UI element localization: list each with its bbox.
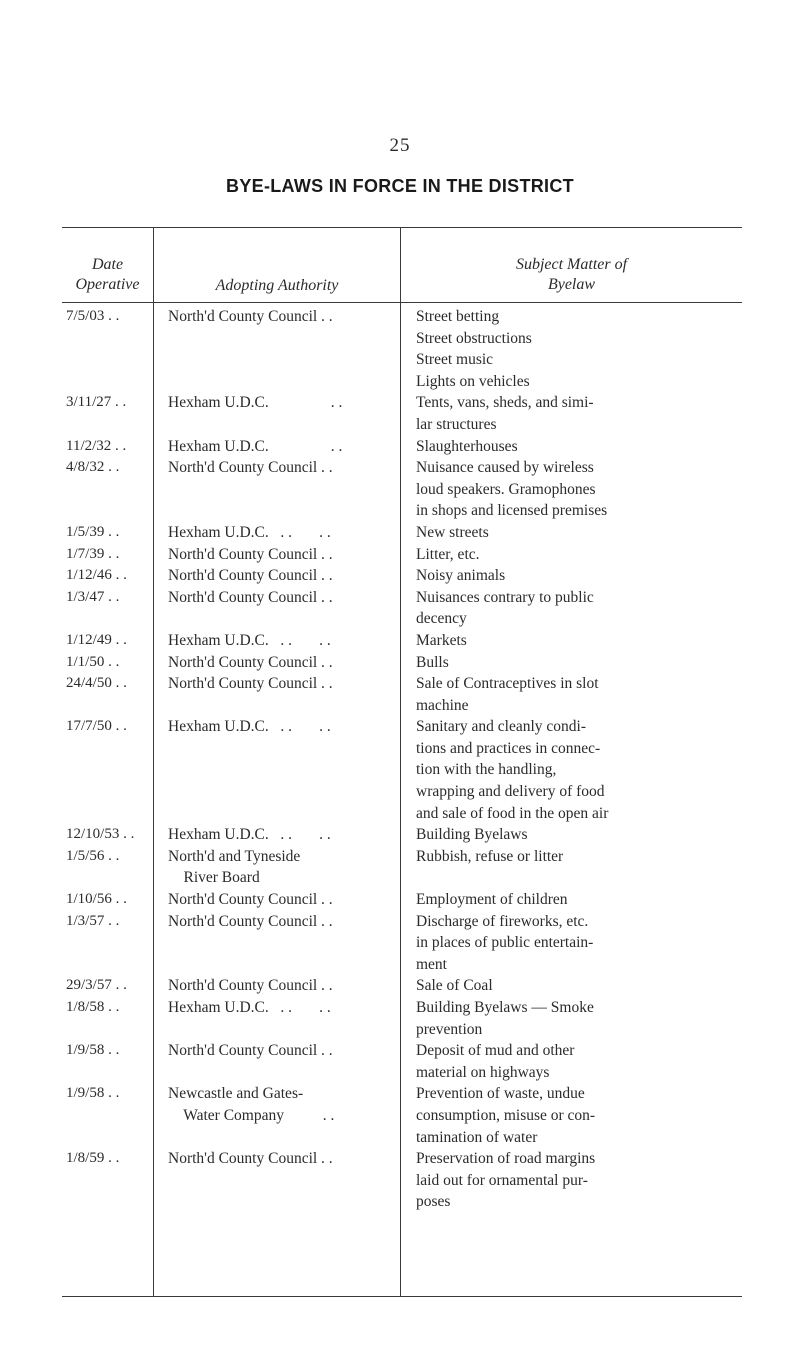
date-operative-cell: 3/11/27 . . bbox=[66, 394, 127, 411]
subject-line: tamination of water bbox=[416, 1128, 538, 1146]
subject-line: Sale of Coal bbox=[416, 977, 493, 995]
authority-line: North'd County Council . . bbox=[168, 1042, 333, 1060]
adopting-authority-cell bbox=[153, 630, 400, 652]
header-authority-line-1: Adopting Authority bbox=[215, 277, 339, 294]
date-operative-cell: 1/3/47 . . bbox=[66, 588, 120, 605]
date-operative-cell: 1/9/58 . . bbox=[66, 1042, 120, 1059]
subject-line: Building Byelaws — Smoke bbox=[416, 999, 594, 1016]
date-operative-cell: 1/1/50 . . bbox=[66, 653, 120, 670]
date-operative-cell: 1/8/58 . . bbox=[66, 999, 120, 1015]
subject-matter-cell bbox=[400, 457, 742, 522]
adopting-authority-cell bbox=[153, 522, 400, 544]
header-subject-line-2: Byelaw bbox=[547, 276, 596, 293]
table-row bbox=[62, 630, 742, 652]
authority-line: North'd County Council . . bbox=[168, 459, 333, 477]
adopting-authority-cell bbox=[153, 889, 400, 911]
page-number: 25 bbox=[389, 135, 411, 156]
adopting-authority-cell bbox=[153, 436, 400, 458]
subject-matter-cell bbox=[400, 630, 742, 652]
subject-line: Building Byelaws bbox=[416, 826, 528, 844]
header-adopting-authority bbox=[154, 276, 400, 296]
subject-line: lar structures bbox=[416, 415, 497, 433]
subject-matter-cell bbox=[400, 652, 742, 674]
header-subject-line-1: Subject Matter of bbox=[515, 256, 628, 273]
authority-line: Hexham U.D.C. . . . . bbox=[168, 826, 331, 844]
subject-line: Street betting bbox=[416, 308, 500, 325]
subject-line: machine bbox=[416, 696, 469, 714]
date-operative-cell: 1/8/59 . . bbox=[66, 1150, 120, 1167]
authority-line: North'd County Council . . bbox=[168, 308, 333, 325]
subject-line: tions and practices in connec- bbox=[416, 739, 601, 757]
subject-line: Bulls bbox=[416, 653, 449, 671]
subject-line: Litter, etc. bbox=[416, 545, 480, 563]
authority-line: North'd County Council . . bbox=[168, 912, 333, 930]
table-row bbox=[62, 587, 742, 630]
subject-matter-cell bbox=[400, 1040, 742, 1083]
authority-line: Water Company . . bbox=[168, 1106, 335, 1124]
subject-line: consumption, misuse or con- bbox=[416, 1106, 596, 1124]
table-row bbox=[62, 522, 742, 544]
subject-matter-cell bbox=[400, 846, 742, 889]
byelaw-table-body bbox=[62, 306, 742, 1213]
authority-line: Hexham U.D.C. . . bbox=[168, 394, 343, 412]
authority-line: Hexham U.D.C. . . bbox=[168, 437, 343, 455]
subject-matter-cell bbox=[400, 544, 742, 566]
subject-line: Rubbish, refuse or litter bbox=[416, 847, 564, 865]
table-row bbox=[62, 565, 742, 587]
subject-line: Slaughterhouses bbox=[416, 437, 518, 455]
date-operative-cell: 24/4/50 . . bbox=[66, 675, 127, 692]
header-date-operative bbox=[62, 255, 153, 295]
authority-line: North'd County Council . . bbox=[168, 891, 333, 909]
subject-line: prevention bbox=[416, 1020, 483, 1038]
subject-matter-cell bbox=[400, 911, 742, 976]
page-title: BYE-LAWS IN FORCE IN THE DISTRICT bbox=[226, 176, 574, 196]
table-row bbox=[62, 1083, 742, 1148]
authority-line: North'd County Council . . bbox=[168, 567, 333, 585]
adopting-authority-cell bbox=[153, 673, 400, 716]
authority-line: North'd County Council . . bbox=[168, 588, 333, 606]
adopting-authority-cell bbox=[153, 457, 400, 522]
subject-line: Nuisance caused by wireless bbox=[416, 459, 594, 477]
subject-line: poses bbox=[416, 1193, 451, 1211]
table-row bbox=[62, 975, 742, 997]
authority-line: Hexham U.D.C. . . . . bbox=[168, 523, 331, 541]
table-row bbox=[62, 997, 742, 1040]
subject-line: Employment of children bbox=[416, 891, 568, 909]
date-operative-cell: 1/12/46 . . bbox=[66, 567, 127, 584]
subject-line: in places of public entertain- bbox=[416, 934, 594, 952]
table-row bbox=[62, 673, 742, 716]
adopting-authority-cell bbox=[153, 544, 400, 566]
subject-line: Sanitary and cleanly condi- bbox=[416, 718, 587, 736]
date-operative-cell: 4/8/32 . . bbox=[66, 459, 120, 476]
table-row bbox=[62, 889, 742, 911]
date-operative-cell: 7/5/03 . . bbox=[66, 308, 120, 324]
authority-line: North'd and Tyneside bbox=[168, 847, 301, 865]
authority-line: North'd County Council . . bbox=[168, 977, 333, 995]
date-operative-cell: 17/7/50 . . bbox=[66, 718, 127, 735]
subject-line: Sale of Contraceptives in slot bbox=[416, 675, 599, 693]
subject-line: Nuisances contrary to public bbox=[416, 588, 594, 606]
subject-line: in shops and licensed premises bbox=[416, 502, 608, 520]
date-operative-cell: 1/3/57 . . bbox=[66, 912, 120, 929]
subject-matter-cell bbox=[400, 889, 742, 911]
table-top-rule bbox=[62, 227, 742, 228]
table-row bbox=[62, 716, 742, 824]
adopting-authority-cell bbox=[153, 716, 400, 824]
table-row bbox=[62, 436, 742, 458]
subject-line: decency bbox=[416, 610, 467, 628]
adopting-authority-cell bbox=[153, 652, 400, 674]
adopting-authority-cell bbox=[153, 392, 400, 435]
subject-line: Lights on vehicles bbox=[416, 372, 530, 390]
authority-line: River Board bbox=[168, 869, 260, 887]
subject-matter-cell bbox=[400, 587, 742, 630]
table-row bbox=[62, 1148, 742, 1213]
adopting-authority-cell bbox=[153, 824, 400, 846]
subject-line: Street music bbox=[416, 351, 494, 369]
authority-line: Hexham U.D.C. . . . . bbox=[168, 718, 331, 736]
subject-matter-cell bbox=[400, 1148, 742, 1213]
table-row bbox=[62, 306, 742, 392]
date-operative-cell: 1/10/56 . . bbox=[66, 891, 127, 908]
table-bottom-rule bbox=[62, 1296, 742, 1297]
header-bottom-rule bbox=[62, 302, 742, 303]
authority-line: North'd County Council . . bbox=[168, 653, 333, 671]
subject-matter-cell bbox=[400, 565, 742, 587]
subject-matter-cell bbox=[400, 306, 742, 392]
subject-line: Prevention of waste, undue bbox=[416, 1085, 585, 1103]
authority-line: Hexham U.D.C. . . . . bbox=[168, 631, 331, 649]
subject-line: wrapping and delivery of food bbox=[416, 783, 605, 801]
subject-matter-cell bbox=[400, 1083, 742, 1148]
subject-line: and sale of food in the open air bbox=[416, 804, 609, 822]
subject-matter-cell bbox=[400, 673, 742, 716]
subject-line: tion with the handling, bbox=[416, 761, 557, 779]
subject-line: material on highways bbox=[416, 1063, 550, 1081]
subject-matter-cell bbox=[400, 824, 742, 846]
subject-matter-cell bbox=[400, 975, 742, 997]
date-operative-cell: 29/3/57 . . bbox=[66, 977, 127, 994]
table-row bbox=[62, 392, 742, 435]
adopting-authority-cell bbox=[153, 587, 400, 630]
subject-line: Deposit of mud and other bbox=[416, 1042, 575, 1060]
date-operative-cell: 12/10/53 . . bbox=[66, 826, 135, 843]
subject-line: Tents, vans, sheds, and simi- bbox=[416, 394, 594, 412]
header-date-line-2: Operative bbox=[75, 276, 140, 293]
subject-matter-cell bbox=[400, 392, 742, 435]
adopting-authority-cell bbox=[153, 911, 400, 976]
subject-line: Markets bbox=[416, 631, 467, 649]
subject-line: New streets bbox=[416, 523, 489, 541]
subject-line: laid out for ornamental pur- bbox=[416, 1171, 588, 1189]
date-operative-cell: 1/5/56 . . bbox=[66, 847, 120, 864]
authority-line: North'd County Council . . bbox=[168, 675, 333, 693]
subject-line: Noisy animals bbox=[416, 567, 506, 585]
subject-line: loud speakers. Gramophones bbox=[416, 480, 596, 498]
adopting-authority-cell bbox=[153, 975, 400, 997]
adopting-authority-cell bbox=[153, 1148, 400, 1213]
authority-line: North'd County Council . . bbox=[168, 1150, 333, 1168]
table-row bbox=[62, 652, 742, 674]
table-row bbox=[62, 1040, 742, 1083]
adopting-authority-cell bbox=[153, 997, 400, 1040]
date-operative-cell: 11/2/32 . . bbox=[66, 437, 127, 454]
table-row bbox=[62, 824, 742, 846]
subject-matter-cell bbox=[400, 997, 742, 1040]
subject-line: Street obstructions bbox=[416, 329, 532, 347]
adopting-authority-cell bbox=[153, 1040, 400, 1083]
subject-matter-cell bbox=[400, 436, 742, 458]
date-operative-cell: 1/12/49 . . bbox=[66, 631, 127, 648]
header-subject-matter bbox=[401, 255, 742, 295]
authority-line: North'd County Council . . bbox=[168, 545, 333, 563]
adopting-authority-cell bbox=[153, 306, 400, 392]
subject-matter-cell bbox=[400, 716, 742, 824]
authority-line: Hexham U.D.C. . . . . bbox=[168, 999, 331, 1016]
authority-line: Newcastle and Gates- bbox=[168, 1085, 304, 1103]
table-row bbox=[62, 544, 742, 566]
adopting-authority-cell bbox=[153, 1083, 400, 1148]
subject-line: ment bbox=[416, 955, 447, 973]
subject-line: Preservation of road margins bbox=[416, 1150, 596, 1168]
date-operative-cell: 1/9/58 . . bbox=[66, 1085, 120, 1102]
adopting-authority-cell bbox=[153, 846, 400, 889]
table-row bbox=[62, 846, 742, 889]
date-operative-cell: 1/7/39 . . bbox=[66, 545, 120, 562]
subject-line: Discharge of fireworks, etc. bbox=[416, 912, 589, 930]
header-date-line-1: Date bbox=[91, 256, 124, 273]
table-row bbox=[62, 457, 742, 522]
subject-matter-cell bbox=[400, 522, 742, 544]
date-operative-cell: 1/5/39 . . bbox=[66, 523, 120, 540]
adopting-authority-cell bbox=[153, 565, 400, 587]
table-row bbox=[62, 911, 742, 976]
